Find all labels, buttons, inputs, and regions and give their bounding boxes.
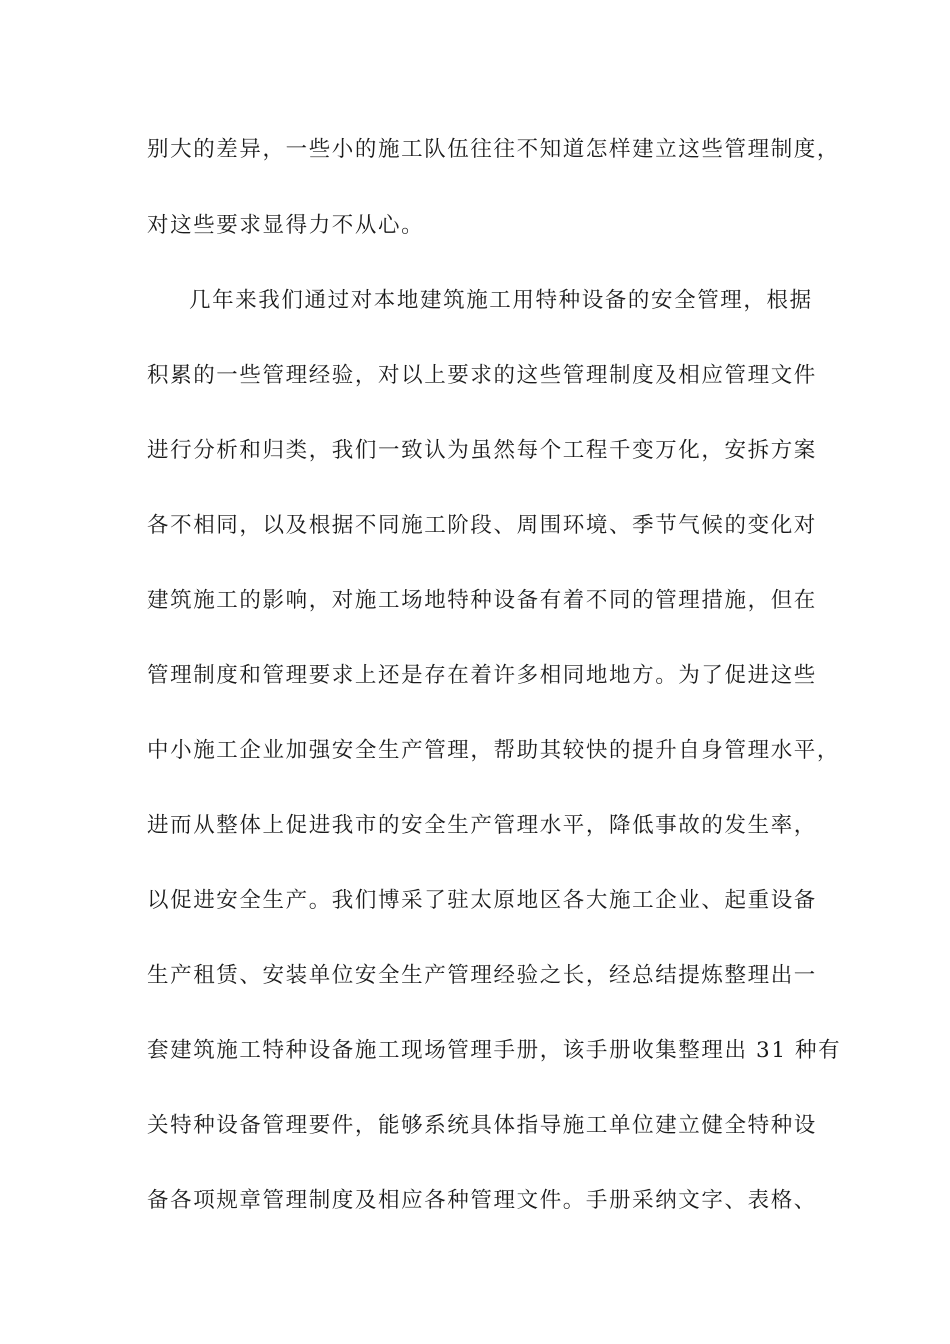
text-line-6: 各不相同，以及根据不同施工阶段、周围环境、季节气候的变化对 (147, 513, 817, 538)
text-line-5: 进行分析和归类，我们一致认为虽然每个工程千变万化，安拆方案 (147, 438, 817, 463)
text-line-8: 管理制度和管理要求上还是存在着许多相同地地方。为了促进这些 (147, 663, 817, 688)
text-line-2: 对这些要求显得力不从心。 (147, 213, 425, 238)
text-line-11: 以促进安全生产。我们博采了驻太原地区各大施工企业、起重设备 (147, 888, 817, 913)
text-line-4: 积累的一些管理经验，对以上要求的这些管理制度及相应管理文件 (147, 363, 817, 388)
text-line-7: 建筑施工的影响，对施工场地特种设备有着不同的管理措施，但在 (147, 588, 817, 613)
text-line-1: 别大的差异，一些小的施工队伍往往不知道怎样建立这些管理制度， (147, 137, 841, 162)
text-line-14: 关特种设备管理要件，能够系统具体指导施工单位建立健全特种设 (147, 1113, 817, 1138)
text-line-13: 套建筑施工特种设备施工现场管理手册，该手册收集整理出 31 种有 (147, 1038, 842, 1063)
text-line-15: 备各项规章管理制度及相应各种管理文件。手册采纳文字、表格、 (147, 1188, 817, 1213)
text-line-10: 进而从整体上促进我市的安全生产管理水平，降低事故的发生率， (147, 813, 817, 838)
text-line-12: 生产租赁、安装单位安全生产管理经验之长，经总结提炼整理出一 (147, 963, 817, 988)
paragraph-first-line: 几年来我们通过对本地建筑施工用特种设备的安全管理，根据 (189, 288, 813, 313)
text-line-9: 中小施工企业加强安全生产管理，帮助其较快的提升自身管理水平， (147, 738, 841, 763)
